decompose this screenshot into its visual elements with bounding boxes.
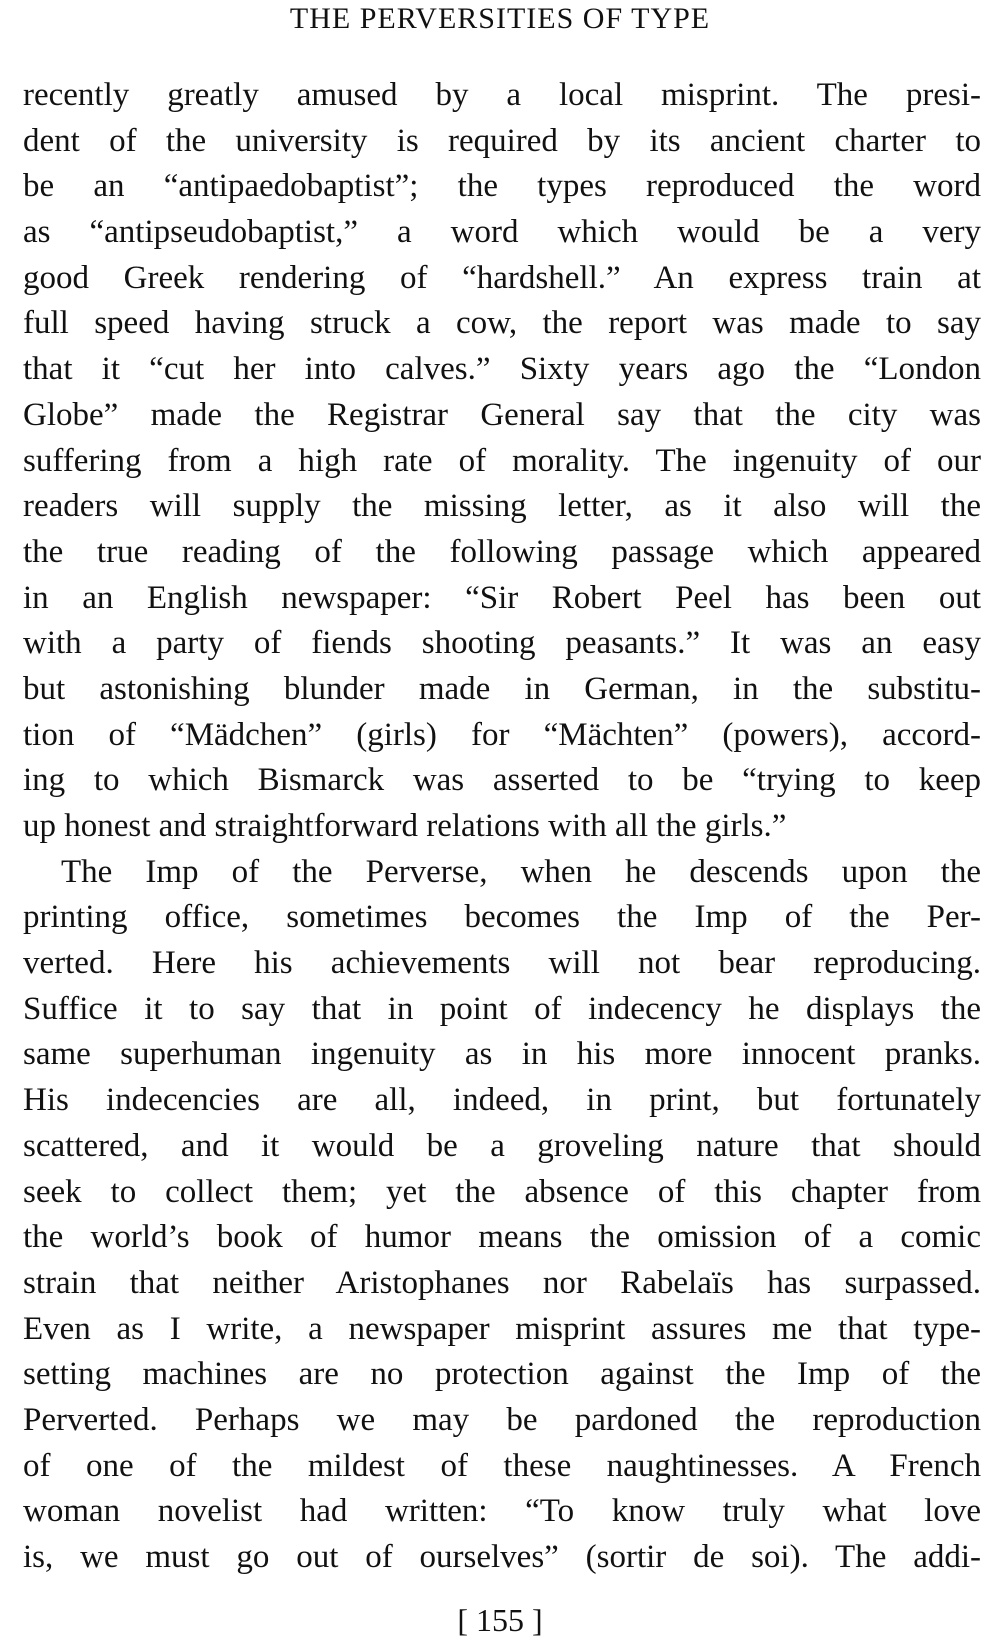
text-line: Globe” made the Registrar General say that the city was: [23, 396, 981, 433]
text-line: setting machines are no protection against the Imp of the: [23, 1356, 981, 1393]
text-line: Even as I write, a newspaper misprint assures me that type-: [23, 1310, 981, 1347]
body-text: [23, 73, 981, 1581]
text-line: is, we must go out of ourselves” (sortir de soi). The addi-: [23, 1539, 981, 1575]
text-line: tion of “Mädchen” (girls) for “Mächten” (powers), accord-: [23, 716, 981, 753]
text-line: up honest and straightforward relations with all the girls.”: [23, 808, 787, 844]
text-line: full speed having struck a cow, the report was made to say: [23, 305, 981, 342]
text-line: Suffice it to say that in point of indecency he displays the: [23, 990, 981, 1027]
text-line: ing to which Bismarck was asserted to be “trying to keep: [23, 762, 981, 799]
text-line: Perverted. Perhaps we may be pardoned the reproduction: [23, 1401, 981, 1438]
text-line: good Greek rendering of “hardshell.” An express train at: [23, 259, 981, 296]
text-line: the world’s book of humor means the omission of a comic: [23, 1219, 981, 1256]
text-line: The Imp of the Perverse, when he descends upon the: [61, 853, 981, 890]
text-line: of one of the mildest of these naughtinesses. A French: [23, 1447, 981, 1484]
text-line: recently greatly amused by a local misprint. The presi-: [23, 77, 981, 113]
page-number: [ 155 ]: [457, 1602, 543, 1638]
text-line: same superhuman ingenuity as in his more innocent pranks.: [23, 1036, 981, 1073]
text-line: verted. Here his achievements will not bear reproducing.: [23, 945, 981, 982]
text-line: with a party of fiends shooting peasants.” It was an easy: [23, 625, 981, 662]
text-line: suffering from a high rate of morality. The ingenuity of our: [23, 442, 981, 479]
text-line: woman novelist had written: “To know truly what love: [23, 1493, 981, 1530]
text-line: as “antipseudobaptist,” a word which would be a very: [23, 214, 981, 251]
text-line: seek to collect them; yet the absence of this chapter from: [23, 1173, 981, 1210]
text-line: scattered, and it would be a groveling nature that should: [23, 1127, 981, 1164]
text-line: be an “antipaedobaptist”; the types reproduced the word: [23, 168, 981, 205]
text-line: readers will supply the missing letter, as it also will the: [23, 488, 981, 525]
running-head: THE PERVERSITIES OF TYPE: [289, 2, 711, 35]
text-line: in an English newspaper: “Sir Robert Peel has been out: [23, 579, 981, 616]
text-line: His indecencies are all, indeed, in print, but fortunately: [23, 1082, 981, 1119]
text-line: the true reading of the following passage which appeared: [23, 533, 981, 570]
text-line: but astonishing blunder made in German, in the substitu-: [23, 670, 981, 707]
text-line: printing office, sometimes becomes the Imp of the Per-: [23, 899, 981, 936]
text-line: that it “cut her into calves.” Sixty years ago the “London: [23, 351, 981, 388]
text-line: dent of the university is required by its ancient charter to: [23, 122, 981, 159]
text-line: strain that neither Aristophanes nor Rabelaïs has surpassed.: [23, 1264, 981, 1301]
